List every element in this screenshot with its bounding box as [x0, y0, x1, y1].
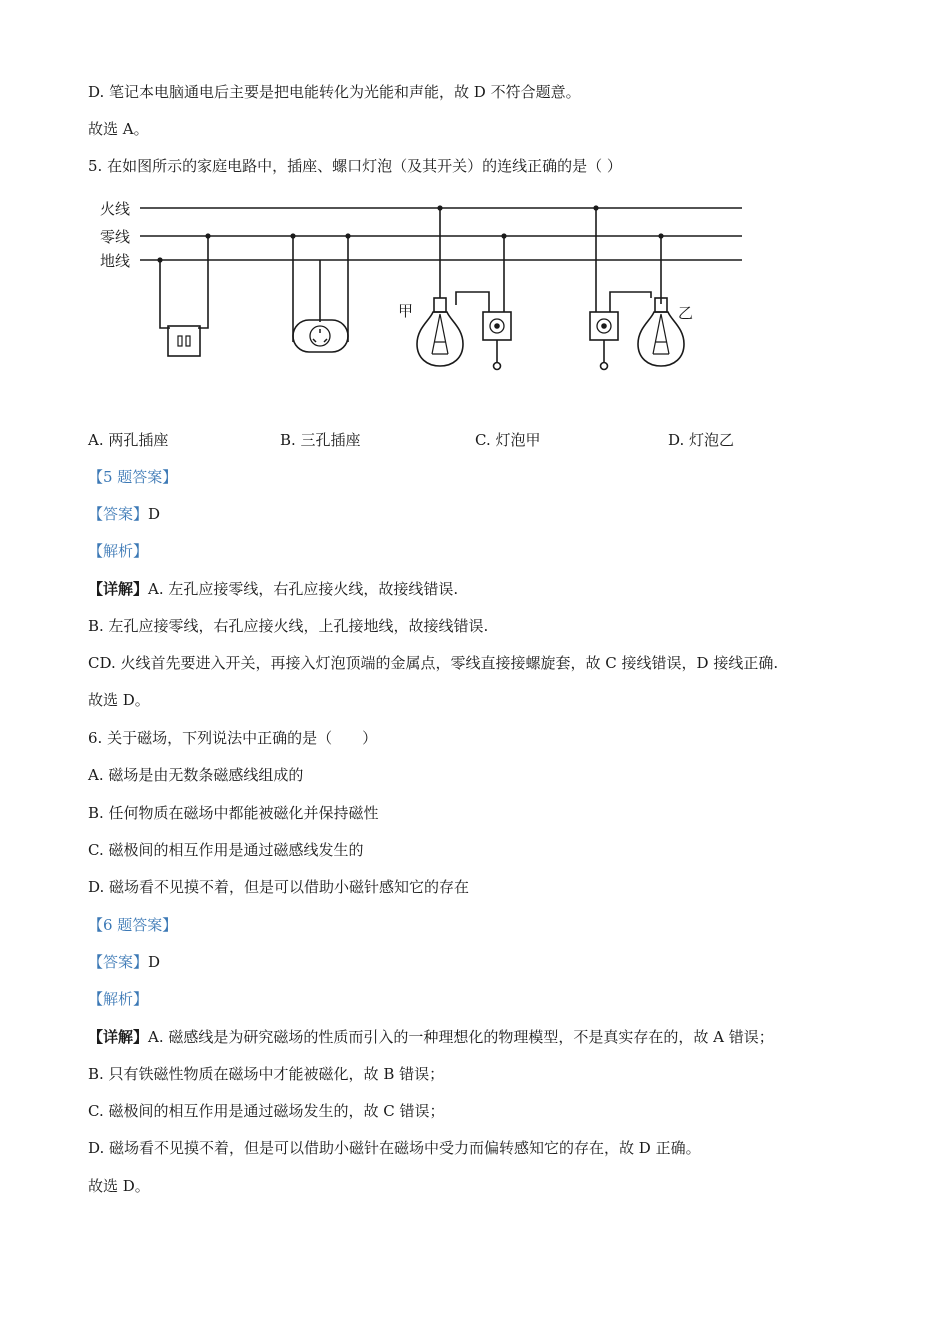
- bulb-jia-base: [434, 298, 446, 312]
- neutral-wire-label: 零线: [100, 228, 131, 246]
- q5-analysis-tag: 【解析】: [88, 542, 149, 560]
- q5-conclusion: 故选 D。: [88, 691, 150, 709]
- q6-answer-header: 【6 题答案】: [88, 916, 178, 934]
- q5-option-b: B. 三孔插座: [280, 431, 361, 449]
- q6-answer-line: [88, 952, 160, 972]
- ground-wire-label: 地线: [100, 252, 131, 270]
- junction-dot: [658, 233, 663, 238]
- junction-dot: [290, 233, 295, 238]
- question-5-stem: 5. 在如图所示的家庭电路中，插座、螺口灯泡（及其开关）的连线正确的是（ ）: [88, 157, 622, 175]
- detail-text: A. 磁感线是为研究磁场的性质而引入的一种理想化的物理模型，不是真实存在的，故 A 错误；: [148, 1028, 774, 1046]
- q6-detail-b: B. 只有铁磁性物质在磁场中才能被磁化，故 B 错误；: [88, 1065, 445, 1083]
- q6-option-d: D. 磁场看不见摸不着，但是可以借助小磁针感知它的存在: [88, 878, 470, 896]
- junction-dot: [205, 233, 210, 238]
- detail-tag: 【详解】: [88, 580, 149, 598]
- question-6-stem: 6. 关于磁场，下列说法中正确的是（ ）: [88, 729, 378, 747]
- bulb-jia-label: 甲: [398, 302, 414, 320]
- bulb-jia: [417, 312, 463, 366]
- answer-value: D: [148, 953, 161, 971]
- q6-detail-c: C. 磁极间的相互作用是通过磁场发生的，故 C 错误；: [88, 1102, 445, 1120]
- answer-tag: 【答案】: [88, 953, 149, 971]
- two-hole-socket: [168, 326, 200, 356]
- three-hole-socket: [293, 320, 348, 352]
- q6-option-b: B. 任何物质在磁场中都能被磁化并保持磁性: [88, 804, 379, 822]
- junction-dot: [501, 233, 506, 238]
- text-line: 故选 A。: [88, 120, 149, 138]
- q5-option-c: C. 灯泡甲: [475, 431, 541, 449]
- q6-analysis-tag: 【解析】: [88, 990, 149, 1008]
- detail-tag: 【详解】: [88, 1028, 149, 1046]
- bulb-yi-label: 乙: [678, 304, 694, 322]
- junction-dot: [345, 233, 350, 238]
- q6-detail-d: D. 磁场看不见摸不着，但是可以借助小磁针在磁场中受力而偏转感知它的存在，故 D 正确。: [88, 1139, 701, 1157]
- q5-option-d: D. 灯泡乙: [668, 431, 735, 449]
- answer-tag: 【答案】: [88, 505, 149, 523]
- detail-text: A. 左孔应接零线，右孔应接火线，故接线错误.: [148, 580, 459, 598]
- junction-dot: [437, 205, 442, 210]
- q5-answer-header: 【5 题答案】: [88, 468, 178, 486]
- q5-detail-cd: CD. 火线首先要进入开关，再接入灯泡顶端的金属点，零线直接接螺旋套，故 C 接线错误，D 接线正确.: [88, 654, 779, 672]
- q5-answer-line: [88, 504, 160, 524]
- q5-option-a: A. 两孔插座: [88, 431, 169, 449]
- text-line: D. 笔记本电脑通电后主要是把电能转化为光能和声能，故 D 不符合题意。: [88, 83, 581, 101]
- q6-conclusion: 故选 D。: [88, 1177, 150, 1195]
- junction-dot: [593, 205, 598, 210]
- answer-value: D: [148, 505, 161, 523]
- q6-option-c: C. 磁极间的相互作用是通过磁感线发生的: [88, 841, 364, 859]
- q5-detail-a: [88, 579, 458, 599]
- circuit-diagram: [96, 192, 756, 392]
- q6-detail-a: [88, 1027, 774, 1047]
- q6-option-a: A. 磁场是由无数条磁感线组成的: [88, 766, 304, 784]
- live-wire-label: 火线: [100, 200, 131, 218]
- junction-dot: [157, 257, 162, 262]
- q5-detail-b: B. 左孔应接零线，右孔应接火线，上孔接地线，故接线错误.: [88, 617, 489, 635]
